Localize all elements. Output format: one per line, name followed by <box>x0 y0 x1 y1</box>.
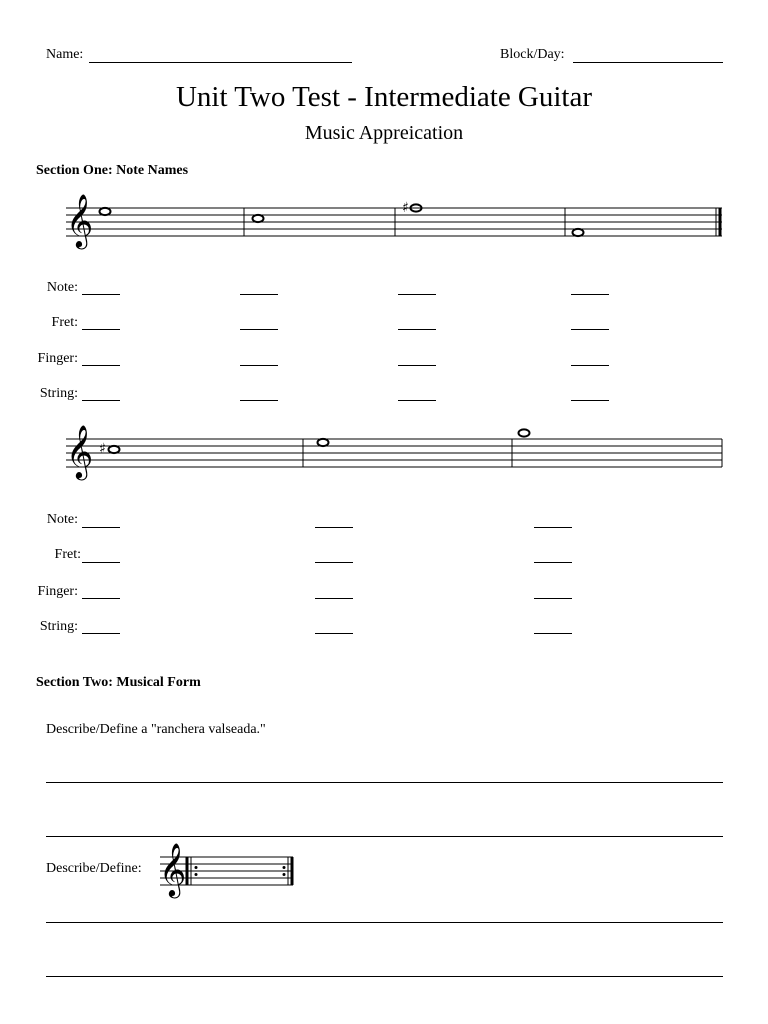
treble-clef-icon: 𝄞 <box>159 842 187 896</box>
answer-line[interactable] <box>46 976 723 977</box>
question-define-symbol: Describe/Define: <box>46 861 142 876</box>
treble-clef-icon: 𝄞 <box>66 193 94 247</box>
treble-clef-icon: 𝄞 <box>66 424 94 478</box>
fret-label: Fret: <box>54 547 81 562</box>
section-one-heading: Section One: Note Names <box>36 163 189 178</box>
note-label: Note: <box>46 512 78 527</box>
name-label: Name: <box>46 47 84 62</box>
question-ranchera: Describe/Define a "ranchera valseada." <box>46 722 266 737</box>
block-day-label: Block/Day: <box>500 47 565 62</box>
finger-label: Finger: <box>37 584 78 599</box>
sharp-icon: ♯ <box>402 200 409 216</box>
string-label: String: <box>39 386 78 401</box>
note-label: Note: <box>46 280 78 295</box>
sharp-icon: ♯ <box>99 441 106 457</box>
page-title: Unit Two Test - Intermediate Guitar <box>175 81 593 113</box>
answer-line[interactable] <box>46 922 723 923</box>
fret-label: Fret: <box>51 315 78 330</box>
string-label: String: <box>39 619 78 634</box>
page-subtitle: Music Appreication <box>304 122 464 144</box>
finger-label: Finger: <box>37 351 78 366</box>
section-two-heading: Section Two: Musical Form <box>36 675 201 690</box>
